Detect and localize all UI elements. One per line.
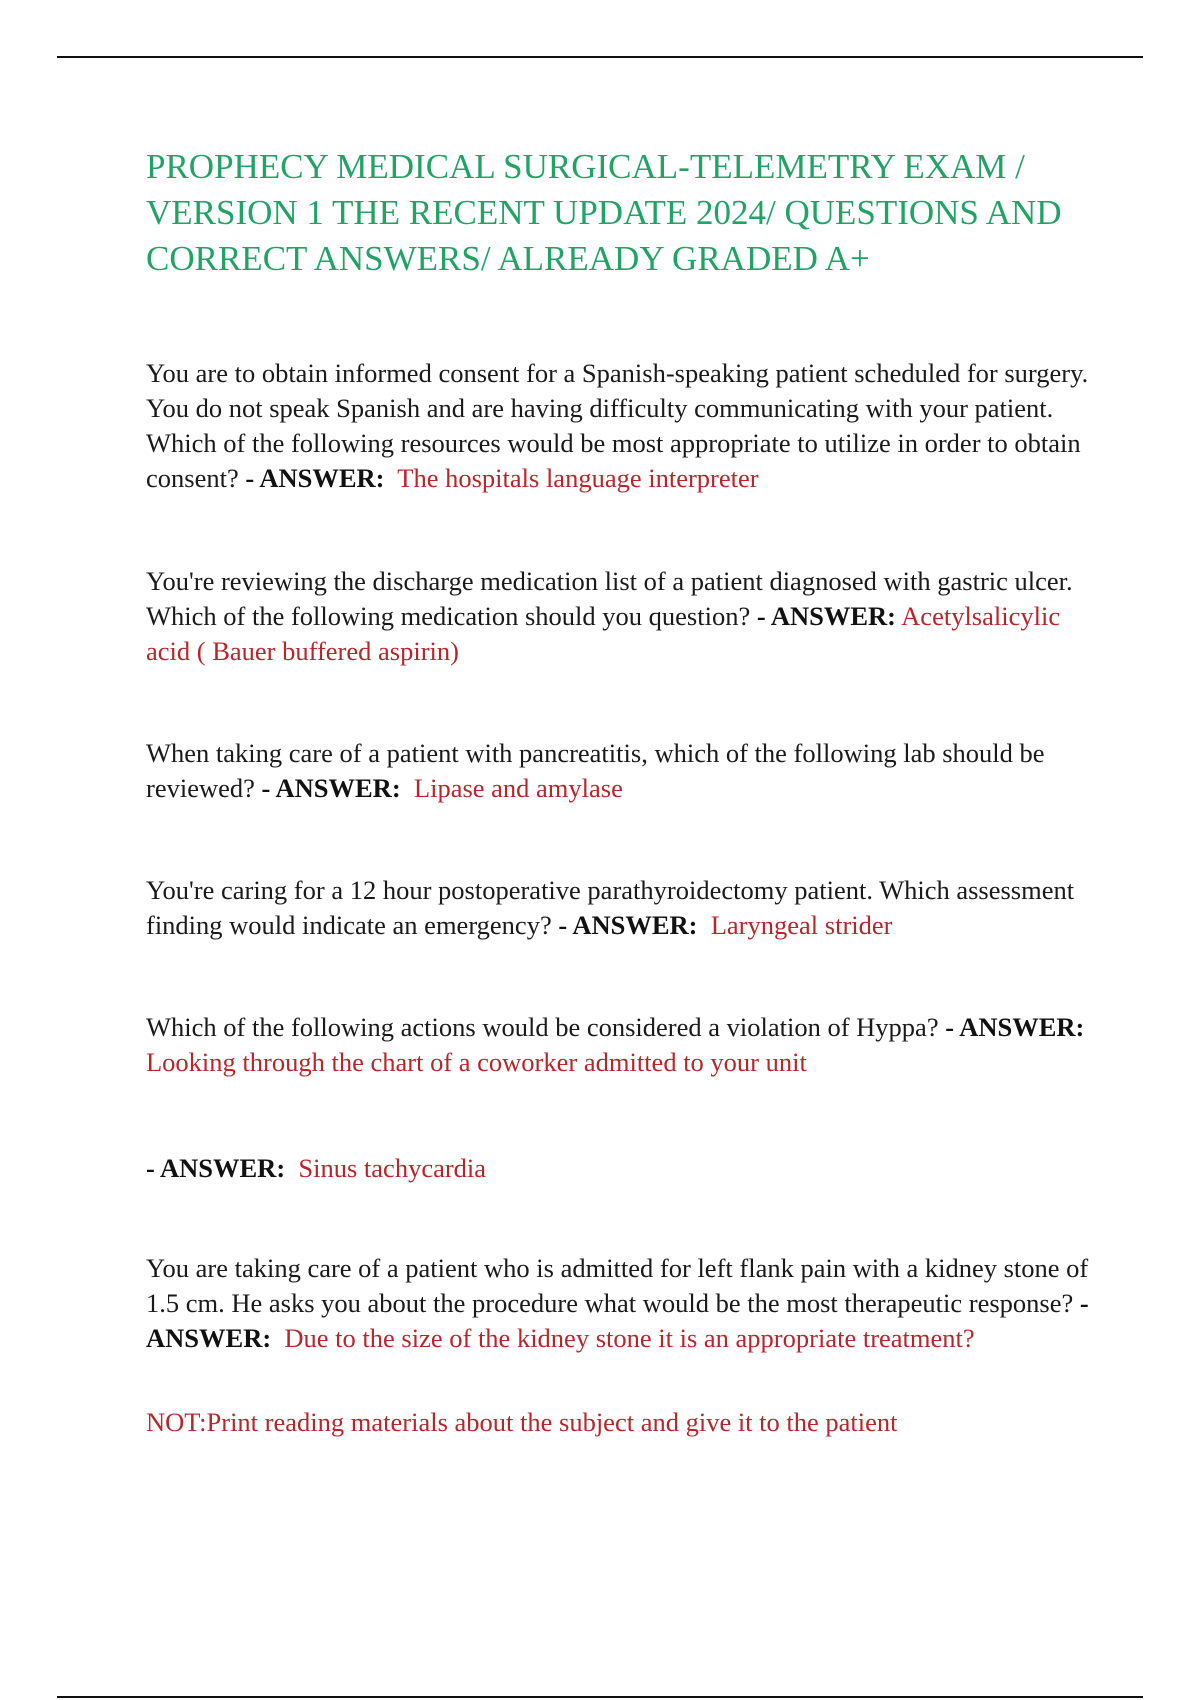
- answer-note: NOT:Print reading materials about the subject and give it to the patient: [146, 1407, 898, 1437]
- answer-text: Laryngeal strider: [710, 910, 893, 940]
- footer-rule: [57, 1696, 1143, 1698]
- answer-text: Sinus tachycardia: [298, 1153, 487, 1183]
- qa-item-5: [146, 1010, 1096, 1080]
- answer-text: The hospitals language interpreter: [397, 463, 759, 493]
- answer-text: Due to the size of the kidney stone it is an appropriate treatment?: [284, 1323, 975, 1353]
- document-title: PROPHECY MEDICAL SURGICAL-TELEMETRY EXAM / VERSION 1 THE RECENT UPDATE 2024/ QUESTIONS AND CORRECT ANSWERS/ ALREADY GRADED A+: [146, 147, 1062, 278]
- question-text: You are to obtain informed consent for a Spanish-speaking patient scheduled for surgery. You do not speak Spanish and are having difficulty communicating with your patient. Which of the following resources would be most appropriate to utilize in order to obtain consent?: [146, 358, 1089, 493]
- answer-label: - ANSWER:: [945, 1012, 1085, 1042]
- header-rule: [57, 56, 1143, 58]
- answer-label: - ANSWER:: [245, 463, 385, 493]
- qa-item-4: [146, 873, 1096, 943]
- question-text: You're reviewing the discharge medication list of a patient diagnosed with gastric ulcer. Which of the following medication should you question?: [146, 566, 1073, 631]
- question-text: You're caring for a 12 hour postoperative parathyroidectomy patient. Which assessment finding would indicate an emergency?: [146, 875, 1075, 940]
- question-text: Which of the following actions would be considered a violation of Hyppa?: [146, 1012, 939, 1042]
- question-text: When taking care of a patient with pancreatitis, which of the following lab should be reviewed?: [146, 738, 1045, 803]
- answer-label: - ANSWER:: [261, 773, 401, 803]
- question-text: You are taking care of a patient who is admitted for left flank pain with a kidney stone of 1.5 cm. He asks you about the procedure what would be the most therapeutic response?: [146, 1253, 1089, 1318]
- answer-text: Looking through the chart of a coworker admitted to your unit: [146, 1047, 807, 1077]
- answer-label: - ANSWER:: [146, 1288, 1089, 1353]
- answer-label: - ANSWER:: [558, 910, 698, 940]
- qa-item-3: [146, 736, 1096, 806]
- answer-text: Lipase and amylase: [413, 773, 623, 803]
- answer-text: Acetylsalicylic acid ( Bauer buffered aspirin): [146, 601, 1061, 666]
- qa-item-7: [146, 1251, 1096, 1356]
- qa-item-6: [146, 1151, 1096, 1186]
- qa-item-1: [146, 356, 1096, 496]
- answer-label: - ANSWER:: [756, 601, 896, 631]
- qa-item-2: [146, 564, 1096, 669]
- answer-label: - ANSWER:: [146, 1153, 286, 1183]
